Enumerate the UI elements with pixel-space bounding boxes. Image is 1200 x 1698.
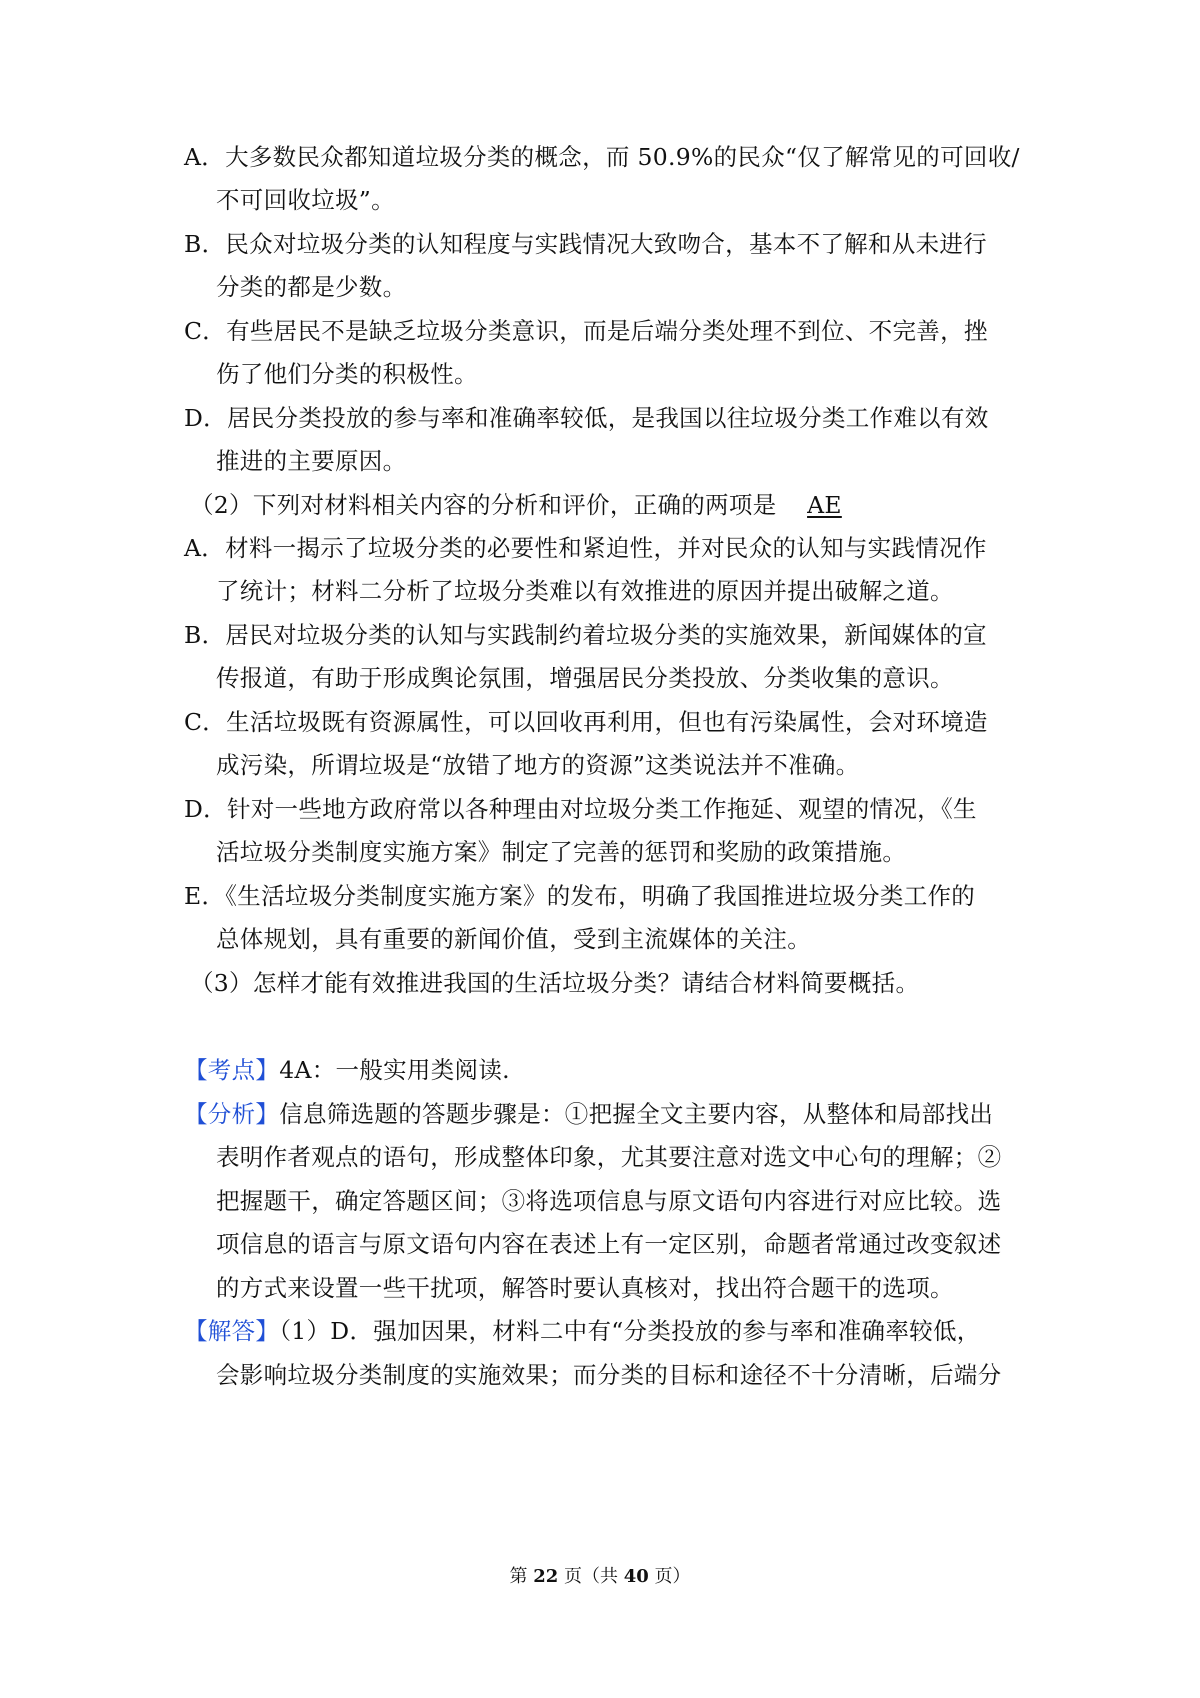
jieda-label: 【解答】: [184, 1317, 280, 1345]
footer-prefix: 第: [509, 1566, 534, 1587]
q2-option-d-line1: D．针对一些地方政府常以各种理由对垃圾分类工作拖延、观望的情况，《生: [184, 795, 977, 823]
q2-option-c-line1: C．生活垃圾既有资源属性，可以回收再利用，但也有污染属性，会对环境造: [184, 708, 988, 736]
q1-option-d-line1: D．居民分类投放的参与率和准确率较低，是我国以往垃圾分类工作难以有效: [184, 404, 989, 432]
q1-option-b-line1: B．民众对垃圾分类的认知程度与实践情况大致吻合，基本不了解和从未进行: [184, 230, 987, 258]
fenxi-line4: 项信息的语言与原文语句内容在表述上有一定区别，命题者常通过改变叙述: [216, 1230, 1002, 1258]
fenxi-line5: 的方式来设置一些干扰项，解答时要认真核对，找出符合题干的选项。: [216, 1274, 954, 1302]
footer-middle: 页（共: [558, 1566, 624, 1587]
q2-stem: （2）下列对材料相关内容的分析和评价，正确的两项是: [190, 491, 777, 519]
q1-option-b-line2: 分类的都是少数。: [216, 273, 407, 301]
q2-stem-line: [190, 489, 872, 521]
jieda-line2: 会影响垃圾分类制度的实施效果；而分类的目标和途径不十分清晰，后端分: [216, 1361, 1002, 1389]
q2-option-d-line2: 活垃圾分类制度实施方案》制定了完善的惩罚和奖励的政策措施。: [216, 838, 907, 866]
footer-page-number: 22: [533, 1566, 559, 1587]
fenxi-label: 【分析】: [184, 1100, 280, 1128]
footer-total-pages: 40: [623, 1566, 649, 1587]
q2-answer: AE: [807, 491, 842, 519]
fenxi-text-1: 信息筛选题的答题步骤是：①把握全文主要内容，从整体和局部找出: [279, 1100, 994, 1128]
q2-option-b-line1: B．居民对垃圾分类的认知与实践制约着垃圾分类的实施效果，新闻媒体的宣: [184, 621, 987, 649]
fenxi-line2: 表明作者观点的语句，形成整体印象，尤其要注意对选文中心句的理解；②: [216, 1143, 1002, 1171]
q1-option-a-line2: 不可回收垃圾”。: [216, 186, 395, 214]
q2-option-a-line1: A．材料一揭示了垃圾分类的必要性和紧迫性，并对民众的认知与实践情况作: [184, 534, 987, 562]
q2-option-e-line2: 总体规划，具有重要的新闻价值，受到主流媒体的关注。: [216, 925, 811, 953]
page-footer: [0, 1562, 1200, 1588]
fenxi-line1: [184, 1098, 993, 1130]
kaodian-label: 【考点】: [184, 1056, 280, 1084]
jieda-line1: [184, 1315, 981, 1347]
jieda-text-1: （1）D．强加因果，材料二中有“分类投放的参与率和准确率较低，: [279, 1317, 981, 1345]
q2-option-e-line1: E．《生活垃圾分类制度实施方案》的发布，明确了我国推进垃圾分类工作的: [184, 882, 976, 910]
q1-option-c-line1: C．有些居民不是缺乏垃圾分类意识，而是后端分类处理不到位、不完善，挫: [184, 317, 988, 345]
kaodian-text: 4A：一般实用类阅读.: [279, 1056, 510, 1084]
q1-option-c-line2: 伤了他们分类的积极性。: [216, 360, 478, 388]
footer-suffix: 页）: [648, 1566, 691, 1587]
q1-option-a-line1: A．大多数民众都知道垃圾分类的概念，而 50.9%的民众“仅了解常见的可回收/: [184, 143, 1020, 171]
q2-option-c-line2: 成污染，所谓垃圾是“放错了地方的资源”这类说法并不准确。: [216, 751, 860, 779]
q1-option-d-line2: 推进的主要原因。: [216, 447, 407, 475]
q2-option-a-line2: 了统计；材料二分析了垃圾分类难以有效推进的原因并提出破解之道。: [216, 577, 954, 605]
fenxi-line3: 把握题干，确定答题区间；③将选项信息与原文语句内容进行对应比较。选: [216, 1187, 1002, 1215]
q3-stem: （3）怎样才能有效推进我国的生活垃圾分类？请结合材料简要概括。: [190, 969, 920, 997]
kaodian-line: [184, 1054, 510, 1086]
q2-option-b-line2: 传报道，有助于形成舆论氛围，增强居民分类投放、分类收集的意识。: [216, 664, 954, 692]
